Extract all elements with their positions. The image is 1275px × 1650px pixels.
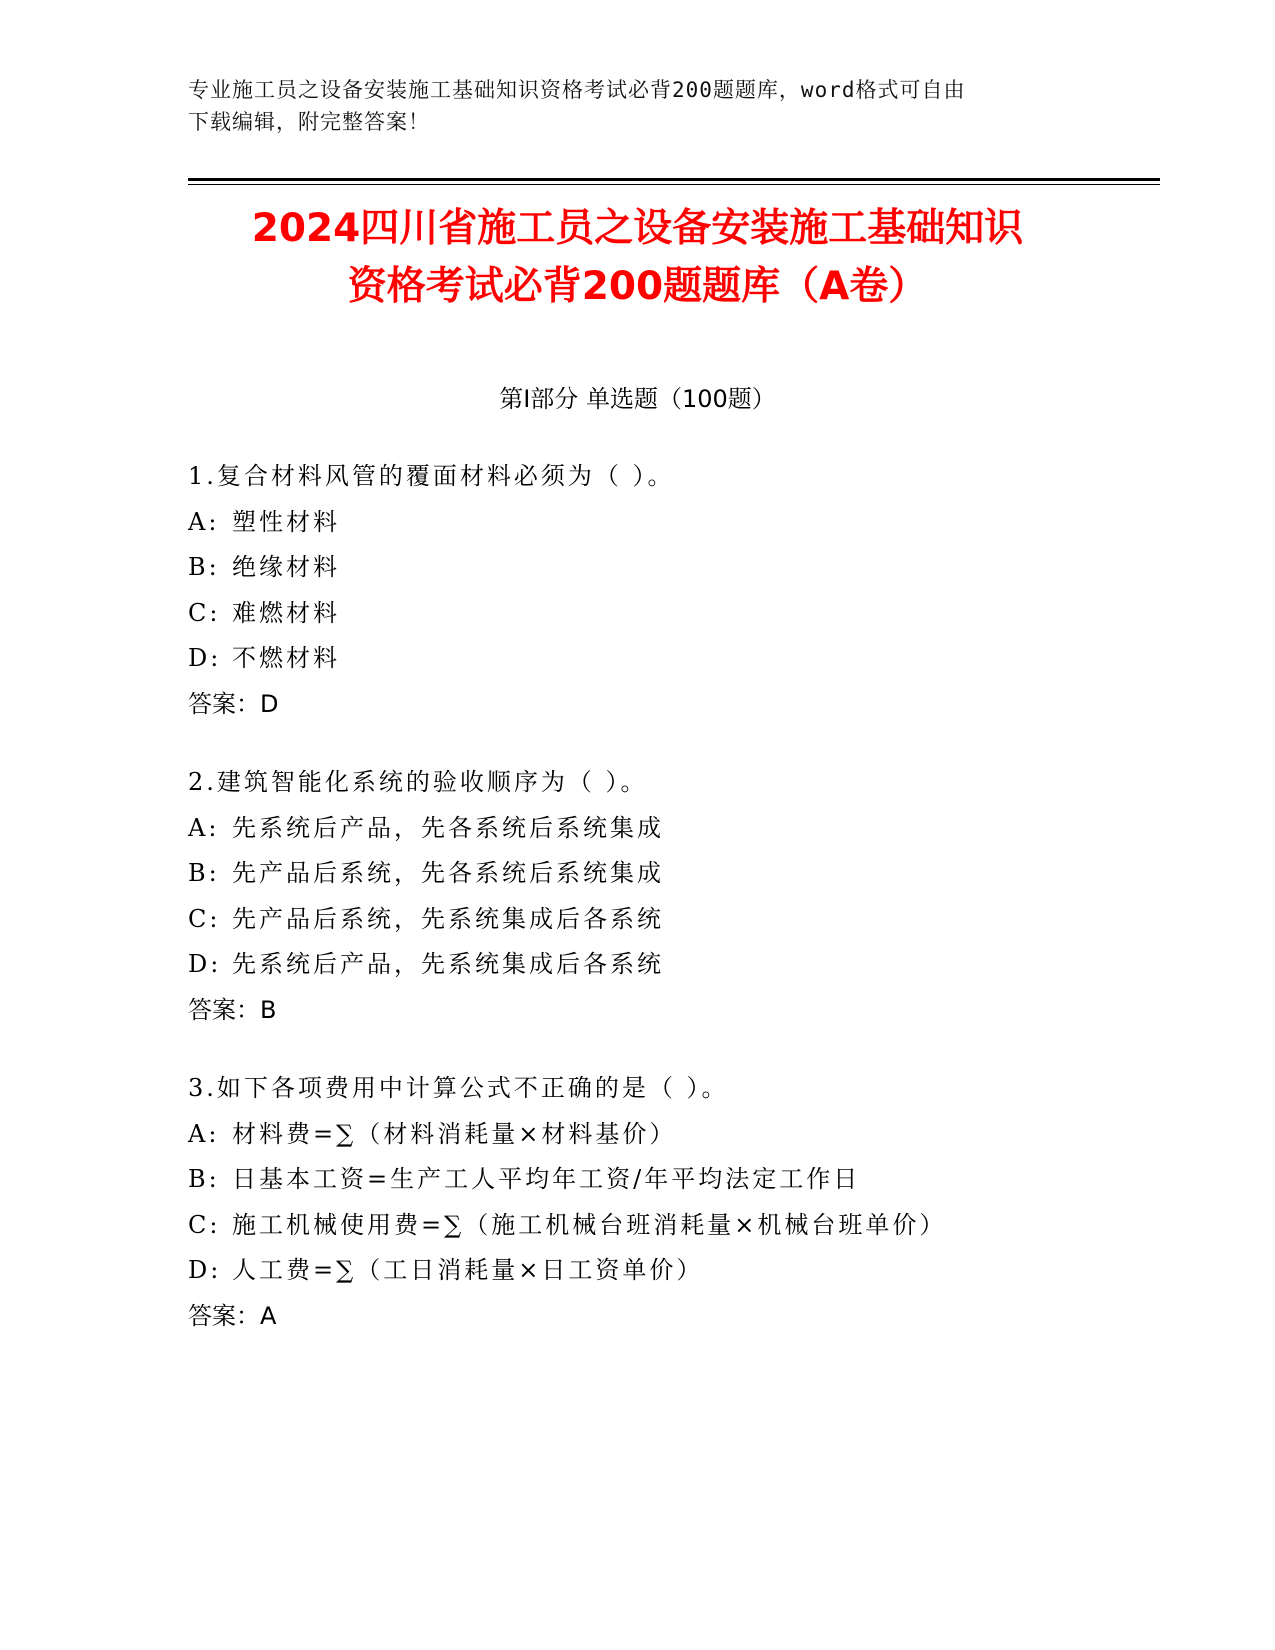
question-3 <box>188 1066 1088 1339</box>
option-a <box>188 1112 1088 1158</box>
option-text: 人工费=∑（工日消耗量×日工资单价） <box>232 1256 704 1284</box>
option-text: 施工机械使用费=∑（施工机械台班消耗量×机械台班单价） <box>232 1210 947 1239</box>
document-title-line-2: 资格考试必背200题题库（A卷） <box>347 264 928 309</box>
option-text: 绝缘材料 <box>232 553 340 581</box>
option-c <box>188 1203 1088 1249</box>
option-letter: D: <box>188 1256 222 1284</box>
option-letter: B: <box>188 859 220 887</box>
option-text: 先产品后系统，先系统集成后各系统 <box>232 904 664 933</box>
option-letter: D: <box>188 950 222 978</box>
option-text: 先产品后系统，先各系统后系统集成 <box>232 859 664 887</box>
option-letter: B: <box>188 1165 220 1193</box>
header-divider-thick <box>188 178 1160 181</box>
answer-line: 答案：A <box>188 1301 277 1330</box>
question-stem: 1.复合材料风管的覆面材料必须为（ ）。 <box>188 462 675 490</box>
option-text: 材料费=∑（材料消耗量×材料基价） <box>232 1119 677 1148</box>
option-text: 日基本工资=生产工人平均年工资/年平均法定工作日 <box>232 1165 861 1193</box>
option-a <box>188 806 1088 852</box>
document-title <box>150 200 1125 316</box>
option-d <box>188 1248 1088 1294</box>
option-letter: A: <box>188 1119 220 1148</box>
option-letter: C: <box>188 598 221 627</box>
option-a <box>188 500 1088 546</box>
question-2 <box>188 760 1088 1033</box>
question-stem: 3.如下各项费用中计算公式不正确的是（ ）。 <box>188 1074 729 1102</box>
option-text: 不燃材料 <box>232 644 340 672</box>
header-note-line-1: 专业施工员之设备安装施工基础知识资格考试必背200题题库，word格式可自由 <box>188 78 966 102</box>
option-text: 先系统后产品，先系统集成后各系统 <box>232 950 664 978</box>
option-d <box>188 636 1088 682</box>
option-text: 难燃材料 <box>232 598 340 627</box>
header-note-line-2: 下载编辑，附完整答案！ <box>188 110 430 134</box>
option-b <box>188 851 1088 897</box>
option-text: 先系统后产品，先各系统后系统集成 <box>232 813 664 842</box>
question-1 <box>188 454 1088 727</box>
option-letter: D: <box>188 644 222 672</box>
header-divider-thin <box>188 184 1160 185</box>
answer-line: 答案：B <box>188 995 277 1024</box>
option-c <box>188 591 1088 637</box>
option-letter: A: <box>188 507 220 536</box>
option-letter: C: <box>188 1210 221 1239</box>
question-stem: 2.建筑智能化系统的验收顺序为（ ）。 <box>188 768 648 796</box>
option-letter: B: <box>188 553 220 581</box>
answer-line: 答案：D <box>188 689 279 718</box>
option-c <box>188 897 1088 943</box>
document-title-line-1: 2024四川省施工员之设备安装施工基础知识 <box>251 206 1024 251</box>
section-title: 第Ⅰ部分 单选题（100题） <box>499 385 776 413</box>
option-b <box>188 1157 1088 1203</box>
option-text: 塑性材料 <box>232 507 340 536</box>
option-b <box>188 545 1088 591</box>
option-letter: A: <box>188 813 220 842</box>
option-d <box>188 942 1088 988</box>
header-note <box>188 74 1088 138</box>
option-letter: C: <box>188 904 221 933</box>
